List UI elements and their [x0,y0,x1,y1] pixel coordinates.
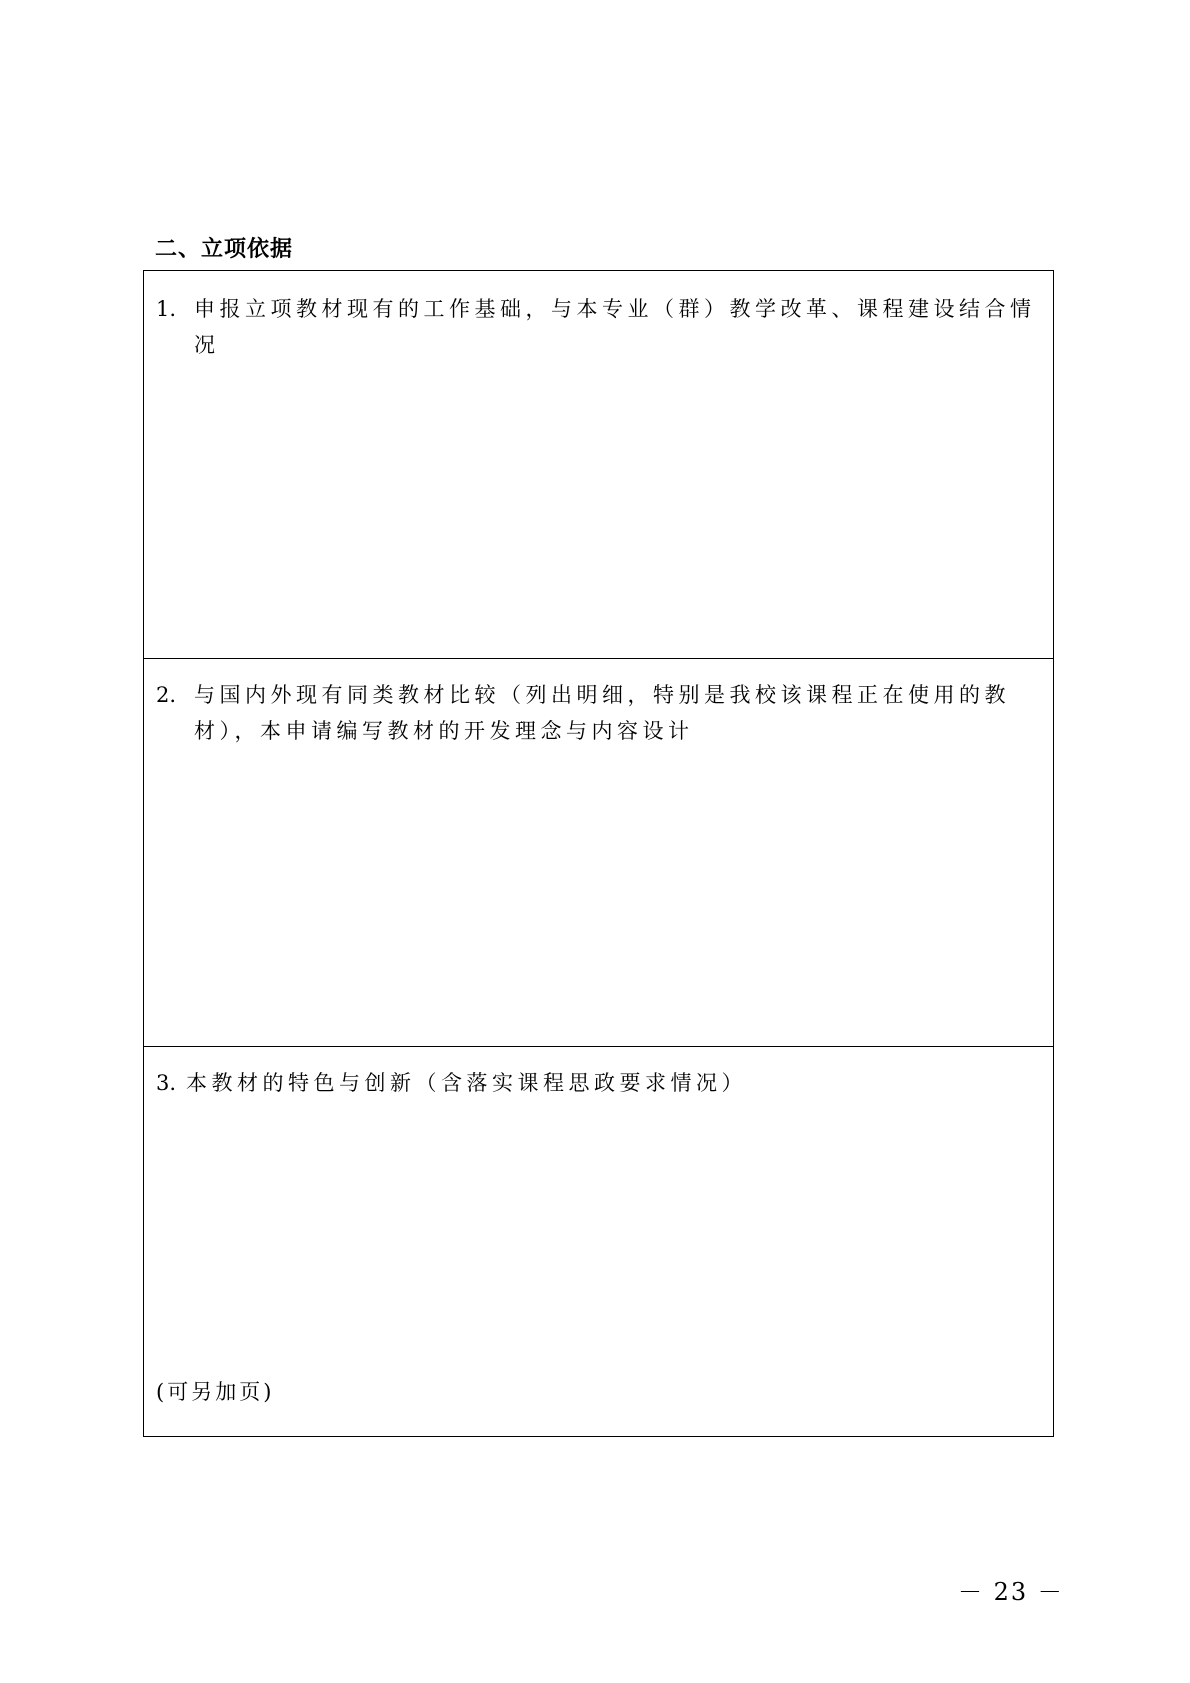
table-row-comparison [144,659,1053,1047]
item-text: 与国内外现有同类教材比较（列出明细，特别是我校该课程正在使用的教材），本申请编写教材的开发理念与内容设计 [194,683,1010,743]
item-number: 3. [156,1071,177,1095]
item-work-foundation [156,291,1043,363]
item-number: 2. [156,683,177,707]
page-number: － 23 － [958,1578,1064,1606]
project-basis-table [143,270,1054,1437]
item-text: 申报立项教材现有的工作基础，与本专业（群）教学改革、课程建设结合情况 [194,297,1036,357]
section-title: 二、立项依据 [155,236,294,262]
item-features [156,1065,1043,1101]
table-row-features [144,1047,1053,1436]
table-row-work-foundation [144,271,1053,659]
item-comparison [156,677,1043,749]
additional-pages-note: (可另加页) [156,1380,275,1404]
item-text: 本教材的特色与创新（含落实课程思政要求情况） [186,1071,747,1095]
item-number: 1. [156,297,177,321]
